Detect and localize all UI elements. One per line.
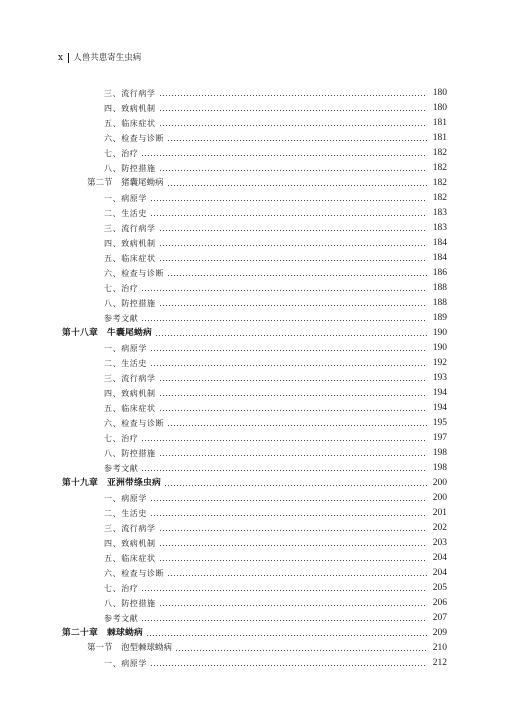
- toc-subsection-entry: [0, 266, 520, 281]
- toc-entry-title: 七、治疗: [104, 149, 139, 158]
- toc-entry-title: 参考文献: [104, 314, 139, 323]
- toc-dot-leader: [159, 110, 427, 111]
- toc-entry-page-number: 206: [432, 598, 447, 608]
- toc-entry-page-number: 198: [432, 463, 447, 473]
- toc-dot-leader: [150, 500, 427, 501]
- toc-dot-leader: [159, 530, 427, 531]
- toc-entry-page-number: 188: [432, 283, 447, 293]
- toc-dot-leader: [155, 335, 427, 336]
- toc-entry-title: 一、病原学: [104, 659, 147, 668]
- toc-entry-title: 六、检查与诊断: [104, 134, 165, 143]
- toc-dot-leader: [159, 560, 427, 561]
- toc-subsection-entry: [0, 431, 520, 446]
- toc-subsection-entry: [0, 86, 520, 101]
- toc-entry-page-number: 190: [432, 328, 447, 338]
- toc-subsection-entry: [0, 281, 520, 296]
- toc-subsection-entry: [0, 551, 520, 566]
- toc-dot-leader: [159, 230, 427, 231]
- toc-entry-title: 三、流行病学: [104, 224, 156, 233]
- toc-entry-title: 第一节 泡型棘球蚴病: [87, 643, 173, 653]
- toc-dot-leader: [159, 380, 427, 381]
- toc-entry-page-number: 182: [432, 193, 447, 203]
- toc-dot-leader: [150, 365, 427, 366]
- toc-entry-page-number: 200: [432, 493, 447, 503]
- toc-entry-title: 第十八章 牛囊尾蚴病: [62, 328, 152, 338]
- toc-subsection-entry: [0, 161, 520, 176]
- toc-entry-page-number: 204: [432, 568, 447, 578]
- toc-entry-page-number: 194: [432, 388, 447, 398]
- toc-chapter-entry: [0, 476, 520, 491]
- toc-entry-page-number: 181: [432, 118, 447, 128]
- toc-dot-leader: [150, 665, 427, 666]
- toc-chapter-entry: [0, 626, 520, 641]
- toc-subsection-entry: [0, 206, 520, 221]
- toc-dot-leader: [159, 245, 427, 246]
- toc-entry-page-number: 201: [432, 508, 447, 518]
- toc-dot-leader: [159, 305, 427, 306]
- toc-subsection-entry: [0, 101, 520, 116]
- toc-entry-page-number: 195: [432, 418, 447, 428]
- toc-dot-leader: [167, 275, 427, 276]
- toc-subsection-entry: [0, 311, 520, 326]
- toc-subsection-entry: [0, 446, 520, 461]
- toc-subsection-entry: [0, 581, 520, 596]
- toc-entry-title: 五、临床症状: [104, 254, 156, 263]
- toc-entry-page-number: 188: [432, 298, 447, 308]
- toc-subsection-entry: [0, 236, 520, 251]
- toc-entry-page-number: 184: [432, 253, 447, 263]
- table-of-contents: [0, 86, 520, 671]
- toc-entry-title: 一、病原学: [104, 194, 147, 203]
- toc-entry-page-number: 182: [432, 178, 447, 188]
- toc-entry-title: 七、治疗: [104, 284, 139, 293]
- toc-subsection-entry: [0, 401, 520, 416]
- running-header: [58, 51, 141, 65]
- toc-dot-leader: [159, 260, 427, 261]
- toc-entry-page-number: 197: [432, 433, 447, 443]
- toc-dot-leader: [141, 320, 427, 321]
- toc-dot-leader: [141, 470, 427, 471]
- toc-entry-page-number: 190: [432, 343, 447, 353]
- toc-entry-title: 八、防控措施: [104, 164, 156, 173]
- toc-entry-page-number: 183: [432, 223, 447, 233]
- toc-dot-leader: [175, 650, 427, 651]
- toc-entry-title: 参考文献: [104, 614, 139, 623]
- toc-dot-leader: [167, 185, 427, 186]
- toc-entry-title: 一、病原学: [104, 344, 147, 353]
- toc-subsection-entry: [0, 656, 520, 671]
- toc-entry-title: 七、治疗: [104, 584, 139, 593]
- toc-dot-leader: [159, 605, 427, 606]
- toc-dot-leader: [141, 290, 427, 291]
- header-book-title: 人兽共患寄生虫病: [73, 53, 142, 63]
- toc-subsection-entry: [0, 221, 520, 236]
- toc-entry-title: 四、致病机制: [104, 104, 156, 113]
- toc-subsection-entry: [0, 386, 520, 401]
- toc-subsection-entry: [0, 491, 520, 506]
- toc-entry-title: 七、治疗: [104, 434, 139, 443]
- toc-entry-title: 八、防控措施: [104, 449, 156, 458]
- toc-entry-title: 二、生活史: [104, 209, 147, 218]
- toc-dot-leader: [167, 425, 427, 426]
- toc-subsection-entry: [0, 566, 520, 581]
- toc-dot-leader: [167, 575, 427, 576]
- toc-subsection-entry: [0, 506, 520, 521]
- toc-entry-page-number: 180: [432, 103, 447, 113]
- toc-entry-page-number: 180: [432, 88, 447, 98]
- toc-subsection-entry: [0, 131, 520, 146]
- toc-dot-leader: [167, 140, 427, 141]
- toc-dot-leader: [159, 125, 427, 126]
- toc-entry-page-number: 212: [432, 658, 447, 668]
- toc-entry-page-number: 205: [432, 583, 447, 593]
- toc-dot-leader: [159, 395, 427, 396]
- toc-chapter-entry: [0, 326, 520, 341]
- toc-entry-title: 三、流行病学: [104, 374, 156, 383]
- toc-entry-page-number: 200: [432, 478, 447, 488]
- toc-entry-title: 第二节 猪囊尾蚴病: [87, 178, 164, 188]
- toc-subsection-entry: [0, 536, 520, 551]
- toc-entry-page-number: 204: [432, 553, 447, 563]
- toc-entry-page-number: 202: [432, 523, 447, 533]
- toc-subsection-entry: [0, 611, 520, 626]
- toc-dot-leader: [159, 95, 427, 96]
- toc-dot-leader: [150, 350, 427, 351]
- toc-entry-title: 第二十章 棘球蚴病: [62, 628, 143, 638]
- toc-subsection-entry: [0, 596, 520, 611]
- toc-entry-title: 六、检查与诊断: [104, 269, 165, 278]
- toc-subsection-entry: [0, 371, 520, 386]
- toc-entry-page-number: 189: [432, 313, 447, 323]
- toc-entry-title: 四、致病机制: [104, 539, 156, 548]
- toc-subsection-entry: [0, 461, 520, 476]
- toc-dot-leader: [141, 590, 427, 591]
- toc-entry-title: 参考文献: [104, 464, 139, 473]
- toc-entry-page-number: 203: [432, 538, 447, 548]
- toc-dot-leader: [141, 620, 427, 621]
- toc-entry-page-number: 210: [432, 643, 447, 653]
- toc-entry-page-number: 207: [432, 613, 447, 623]
- toc-dot-leader: [150, 215, 427, 216]
- toc-entry-title: 八、防控措施: [104, 599, 156, 608]
- toc-dot-leader: [159, 545, 427, 546]
- toc-subsection-entry: [0, 296, 520, 311]
- toc-entry-title: 五、临床症状: [104, 404, 156, 413]
- toc-entry-title: 五、临床症状: [104, 119, 156, 128]
- toc-entry-title: 五、临床症状: [104, 554, 156, 563]
- toc-entry-page-number: 198: [432, 448, 447, 458]
- toc-entry-title: 第十九章 亚洲带绦虫病: [62, 478, 161, 488]
- toc-subsection-entry: [0, 191, 520, 206]
- toc-entry-page-number: 192: [432, 358, 447, 368]
- toc-section-entry: [0, 641, 520, 656]
- toc-entry-title: 二、生活史: [104, 509, 147, 518]
- toc-subsection-entry: [0, 341, 520, 356]
- toc-dot-leader: [159, 410, 427, 411]
- toc-dot-leader: [141, 440, 427, 441]
- toc-entry-title: 六、检查与诊断: [104, 419, 165, 428]
- toc-entry-title: 一、病原学: [104, 494, 147, 503]
- toc-subsection-entry: [0, 146, 520, 161]
- toc-subsection-entry: [0, 116, 520, 131]
- toc-entry-title: 三、流行病学: [104, 89, 156, 98]
- toc-dot-leader: [159, 170, 427, 171]
- toc-entry-page-number: 194: [432, 403, 447, 413]
- toc-entry-title: 六、检查与诊断: [104, 569, 165, 578]
- toc-subsection-entry: [0, 356, 520, 371]
- toc-subsection-entry: [0, 416, 520, 431]
- toc-entry-page-number: 183: [432, 208, 447, 218]
- toc-entry-page-number: 186: [432, 268, 447, 278]
- toc-entry-title: 二、生活史: [104, 359, 147, 368]
- toc-entry-title: 三、流行病学: [104, 524, 156, 533]
- toc-dot-leader: [164, 485, 427, 486]
- toc-entry-title: 四、致病机制: [104, 239, 156, 248]
- toc-entry-page-number: 181: [432, 133, 447, 143]
- toc-entry-page-number: 182: [432, 163, 447, 173]
- toc-entry-page-number: 182: [432, 148, 447, 158]
- toc-section-entry: [0, 176, 520, 191]
- toc-dot-leader: [150, 200, 427, 201]
- toc-entry-page-number: 184: [432, 238, 447, 248]
- toc-dot-leader: [150, 515, 427, 516]
- toc-entry-title: 四、致病机制: [104, 389, 156, 398]
- header-page-number: x: [58, 53, 64, 63]
- toc-entry-page-number: 193: [432, 373, 447, 383]
- toc-entry-page-number: 209: [432, 628, 447, 638]
- toc-entry-title: 八、防控措施: [104, 299, 156, 308]
- toc-subsection-entry: [0, 251, 520, 266]
- toc-dot-leader: [141, 155, 427, 156]
- header-divider: [68, 53, 69, 63]
- toc-subsection-entry: [0, 521, 520, 536]
- toc-dot-leader: [146, 635, 427, 636]
- toc-dot-leader: [159, 455, 427, 456]
